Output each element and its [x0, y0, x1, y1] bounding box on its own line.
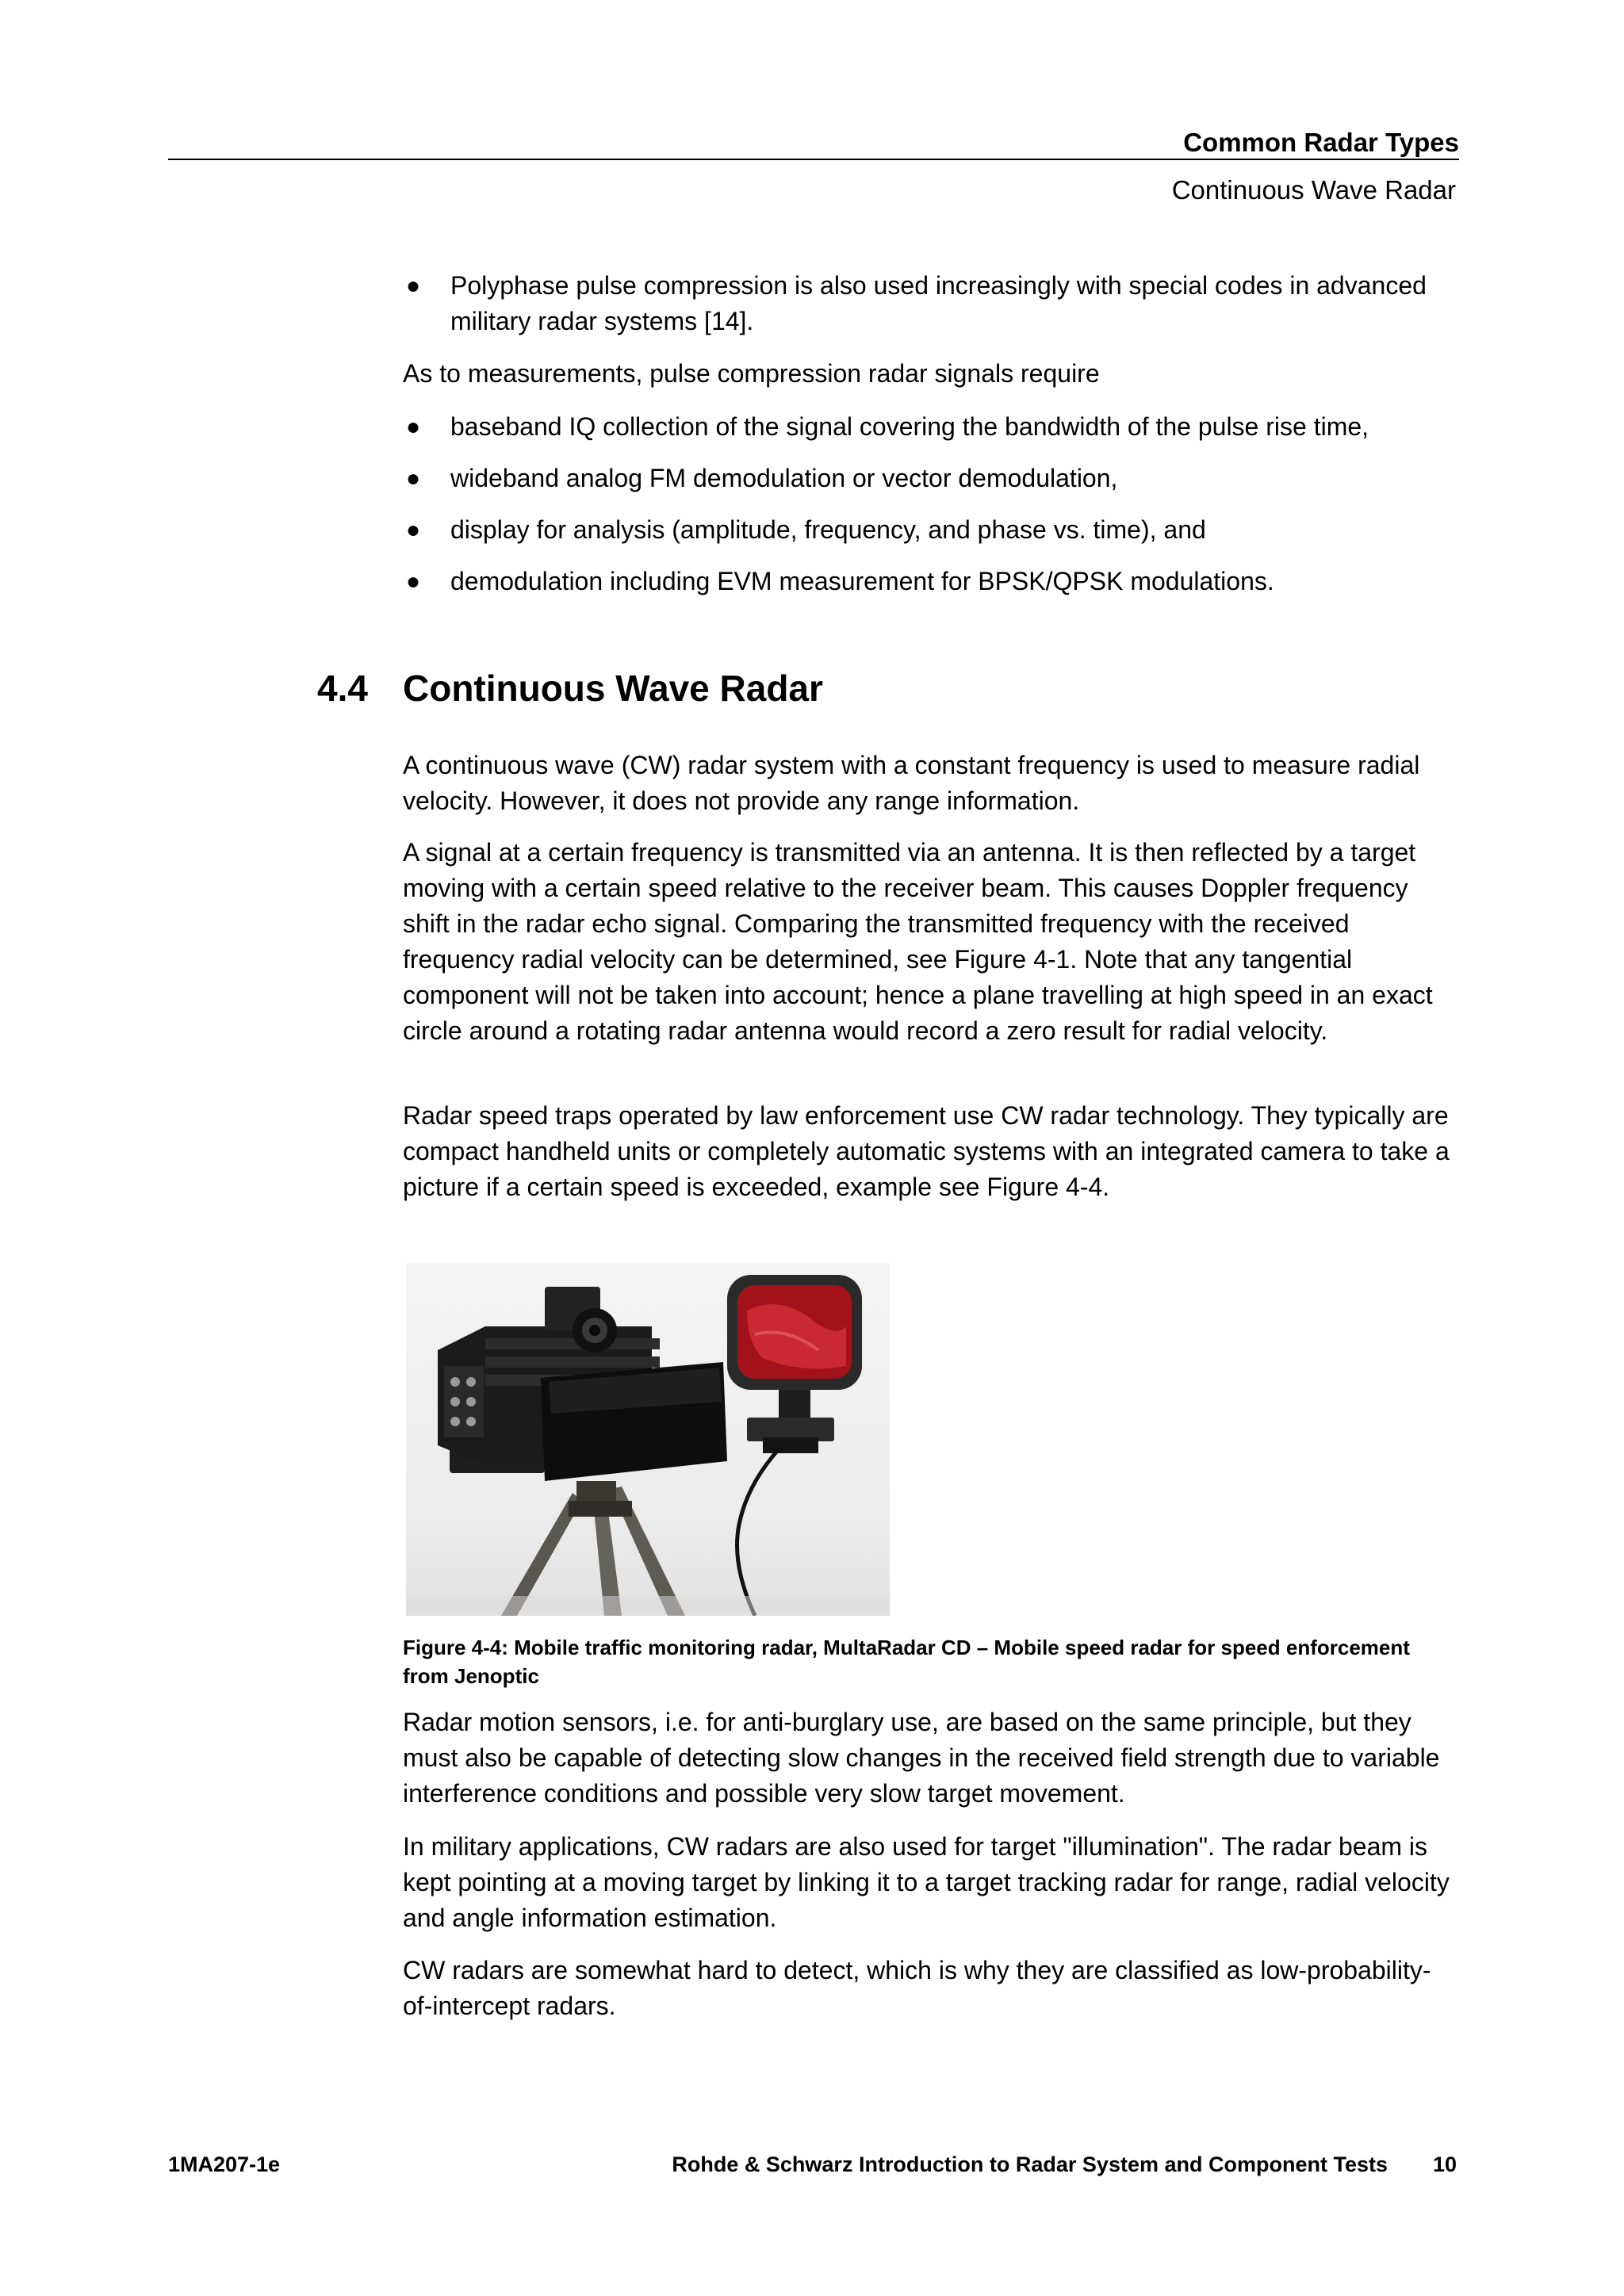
paragraph	[403, 1705, 1457, 1812]
footer-document-title: Rohde & Schwarz Introduction to Radar System and Component Tests	[672, 2152, 1388, 2176]
figure-radar-photo	[406, 1263, 890, 1616]
bullet-icon: ●	[406, 568, 421, 595]
bullet-icon: ●	[406, 465, 421, 492]
paragraph-text: Radar speed traps operated by law enforcement use CW radar technology. They typically are compact handheld units or completely automatic systems with an integrated camera to take a picture if a certain speed is exceeded, example see Figure 4-4.	[403, 1101, 1450, 1201]
list-item-text: baseband IQ collection of the signal covering the bandwidth of the pulse rise time,	[450, 412, 1369, 441]
paragraph-text: A signal at a certain frequency is transmitted via an antenna. It is then reflected by a target moving with a certain speed relative to the receiver beam. This causes Doppler frequency shift in the radar echo signal. Comparing the transmitted frequency with the received frequency radial velocity can be determined, see Figure 4-1. Note that any tangential component will not be taken into account; hence a plane travelling at high speed in an exact circle around a rotating radar antenna would record a zero result for radial velocity.	[403, 838, 1433, 1045]
footer-document-id: 1MA207-1e	[168, 2152, 281, 2176]
paragraph-text: A continuous wave (CW) radar system with a constant frequency is used to measure radial velocity. However, it does not provide any range information.	[403, 751, 1420, 815]
paragraph-text: CW radars are somewhat hard to detect, which is why they are classified as low-probability-of-intercept radars.	[403, 1956, 1431, 2020]
list-item	[403, 564, 1465, 599]
paragraph	[403, 1829, 1457, 1936]
section-title: Continuous Wave Radar	[403, 668, 823, 709]
list-item-text: wideband analog FM demodulation or vector demodulation,	[450, 464, 1118, 492]
list-item	[403, 512, 1465, 548]
header-chapter-title: Common Radar Types	[1183, 128, 1459, 157]
paragraph	[403, 356, 1457, 392]
section-heading	[317, 664, 823, 712]
paragraph	[403, 835, 1457, 1049]
paragraph-text: In military applications, CW radars are also used for target "illumination". The radar beam is kept pointing at a moving target by linking it to a target tracking radar for range, radial velocity and angle information estimation.	[403, 1832, 1450, 1932]
page-number: 10	[1432, 2152, 1457, 2176]
header-rule	[168, 159, 1459, 160]
bullet-icon: ●	[406, 273, 421, 299]
measurements-intro: As to measurements, pulse compression radar signals require	[403, 359, 1100, 388]
paragraph	[403, 1953, 1457, 2024]
list-item	[403, 409, 1465, 445]
list-item-text: Polyphase pulse compression is also used increasingly with special codes in advanced military radar systems [14].	[450, 271, 1427, 335]
bullet-icon: ●	[406, 517, 421, 543]
paragraph	[403, 1098, 1457, 1205]
list-item-text: demodulation including EVM measurement for BPSK/QPSK modulations.	[450, 567, 1274, 595]
figure-caption: Figure 4-4: Mobile traffic monitoring radar, MultaRadar CD – Mobile speed radar for speed enforcement from Jenoptic	[403, 1636, 1410, 1688]
paragraph-text: Radar motion sensors, i.e. for anti-burglary use, are based on the same principle, but they must also be capable of detecting slow changes in the received field strength due to variable interference conditions and possible very slow target movement.	[403, 1708, 1440, 1808]
radar-unit-illustration	[406, 1263, 890, 1616]
paragraph	[403, 748, 1457, 819]
list-item	[403, 461, 1465, 496]
page-footer	[168, 2149, 1459, 2180]
list-item-text: display for analysis (amplitude, frequency, and phase vs. time), and	[450, 515, 1206, 544]
list-item	[403, 268, 1465, 339]
section-number: 4.4	[317, 668, 368, 709]
bullet-icon: ●	[406, 414, 421, 440]
header-section-title: Continuous Wave Radar	[1171, 175, 1456, 205]
